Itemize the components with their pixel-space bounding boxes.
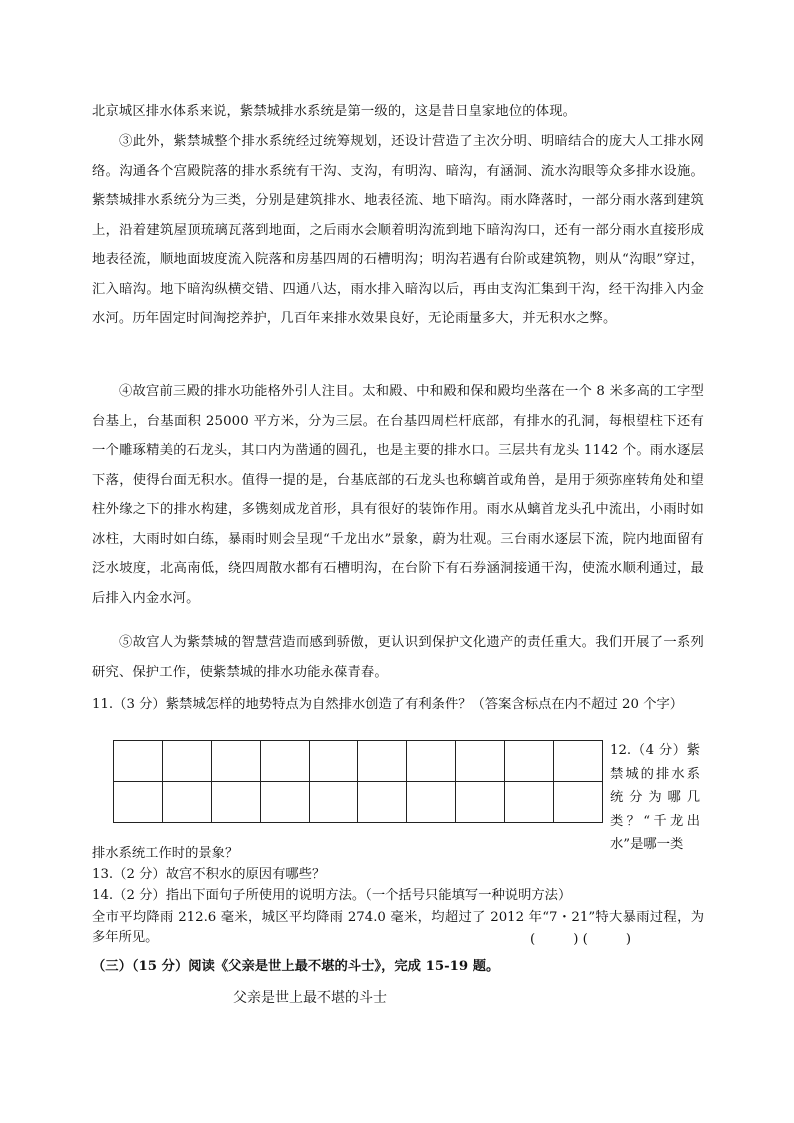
answer-cell[interactable] xyxy=(456,741,505,782)
answer-cell[interactable] xyxy=(456,782,505,823)
answer-cell[interactable] xyxy=(554,782,603,823)
answer-cell[interactable] xyxy=(407,741,456,782)
question-14: 14.（2 分）指出下面句子所使用的说明方法。（一个括号只能填写一种说明方法） xyxy=(92,888,572,903)
answer-cell[interactable] xyxy=(212,782,261,823)
answer-cell[interactable] xyxy=(163,741,212,782)
answer-cell[interactable] xyxy=(163,782,212,823)
article-title: 父亲是世上最不堪的斗士 xyxy=(233,990,387,1006)
answer-cell[interactable] xyxy=(358,782,407,823)
question-12-continued: 排水系统工作时的景象？ xyxy=(92,846,239,861)
passage-line-top: 北京城区排水体系来说，紫禁城排水系统是第一级的，这是昔日皇家地位的体现。 xyxy=(92,104,577,119)
question-14-sentence: 全市平均降雨 212.6 毫米，城区平均降雨 274.0 毫米，均超过了 2012 年“7・21”特大暴雨过程，为多年所见。 xyxy=(92,910,704,945)
answer-cell[interactable] xyxy=(505,741,554,782)
answer-cell[interactable] xyxy=(114,741,163,782)
paragraph-5: ⑤故宫人为紫禁城的智慧营造而感到骄傲，更认识到保护文化遗产的责任重大。我们开展了一系列研究、保护工作，使紫禁城的排水功能永葆青春。 xyxy=(92,635,704,680)
question-11: 11.（3 分）紫禁城怎样的地势特点为自然排水创造了有利条件？（答案含标点在内不超过 20 个字） xyxy=(92,697,684,712)
answer-cell[interactable] xyxy=(114,782,163,823)
answer-cell[interactable] xyxy=(358,741,407,782)
answer-cell[interactable] xyxy=(261,782,310,823)
question-12: 12.（4 分）紫禁城的排水系统分为哪几类？“千龙出水”是哪一类 xyxy=(610,743,700,852)
answer-cell[interactable] xyxy=(212,741,261,782)
answer-cell[interactable] xyxy=(505,782,554,823)
answer-grid[interactable] xyxy=(113,740,603,823)
paragraph-3: ③此外，紫禁城整个排水系统经过统筹规划，还设计营造了主次分明、明暗结合的庞大人工排水网络。沟通各个宫殿院落的排水系统有干沟、支沟，有明沟、暗沟，有涵洞、流水沟眼等众多排水设施。紫禁城排水系统分为三类，分别是建筑排水、地表径流、地下暗沟。雨水降落时，一部分雨水落到建筑上，沿着建筑屋顶琉璃瓦落到地面，之后雨水会顺着明沟流到地下暗沟沟口，还有一部分雨水直接形成地表径流，顺地面坡度流入院落和房基四周的石槽明沟；明沟若遇有台阶或建筑物，则从“沟眼”穿过，汇入暗沟。地下暗沟纵横交错、四通八达，雨水排入暗沟以后，再由支沟汇集到干沟，经干沟排入内金水河。历年固定时间淘挖养护，几百年来排水效果良好，无论雨量多大，并无积水之弊。 xyxy=(92,134,704,326)
answer-cell[interactable] xyxy=(554,741,603,782)
question-13: 13.（2 分）故宫不积水的原因有哪些？ xyxy=(92,867,326,882)
answer-cell[interactable] xyxy=(310,741,359,782)
answer-cell[interactable] xyxy=(261,741,310,782)
section-heading: （三）（15 分）阅读《父亲是世上最不堪的斗士》，完成 15-19 题。 xyxy=(92,959,500,974)
answer-cell[interactable] xyxy=(407,782,456,823)
paragraph-4: ④故宫前三殿的排水功能格外引人注目。太和殿、中和殿和保和殿均坐落在一个 8 米多高的工字型台基上，台基面积 25000 平方米，分为三层。在台基四周栏杆底部，有排水的孔洞，每根望柱下还有一个雕琢精美的石龙头，其口内为凿通的圆孔，也是主要的排水口。三层共有龙头 1142 个。雨水逐层下落，使得台面无积水。值得一提的是，台基底部的石龙头也称螭首或角兽，是用于须弥座转角处和望柱外缘之下的排水构建，多镌刻成龙首形，具有很好的装饰作用。雨水从螭首龙头孔中流出，小雨时如冰柱，大雨时如白练，暴雨时则会呈现“千龙出水”景象，蔚为壮观。三台雨水逐层下流，院内地面留有泛水坡度，北高南低，绕四周散水都有石槽明沟，在台阶下有石券涵洞接通干沟，使流水顺利通过，最后排入内金水河。 xyxy=(92,384,704,606)
answer-blanks[interactable]: ( ) ( ) xyxy=(530,932,632,947)
answer-cell[interactable] xyxy=(310,782,359,823)
